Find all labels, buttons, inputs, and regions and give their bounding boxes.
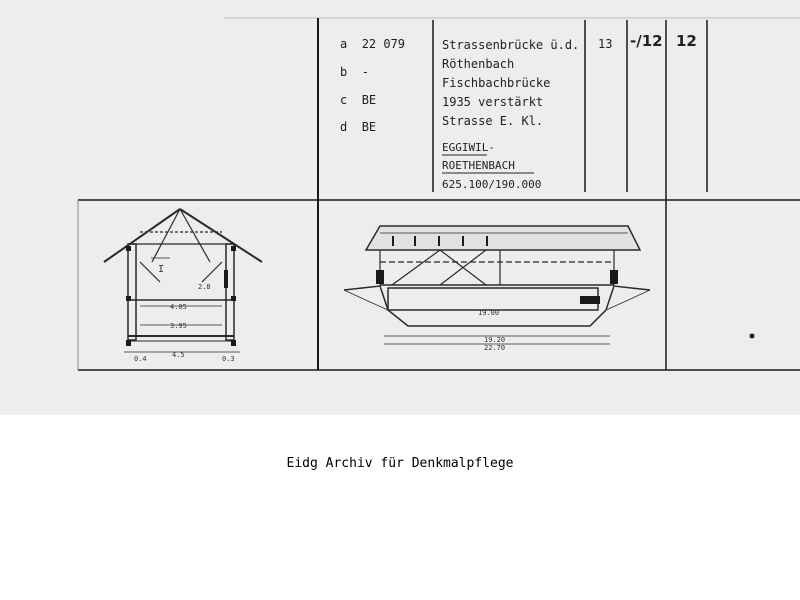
code-b: b - bbox=[340, 65, 369, 79]
dim-total-2: 22.70 bbox=[484, 344, 506, 352]
dim-width-bottom: 4.5 bbox=[172, 351, 185, 359]
dim-span: 19.00 bbox=[478, 309, 500, 317]
section-marker: I bbox=[158, 264, 165, 275]
location-line: ROETHENBACH bbox=[442, 159, 515, 172]
handwritten-value: 12 bbox=[676, 32, 697, 50]
dim-width-top: 4.05 bbox=[170, 303, 187, 311]
code-a: a 22 079 bbox=[340, 37, 406, 51]
code-c: c BE bbox=[340, 93, 377, 107]
card-number: 13 bbox=[598, 37, 613, 51]
dim-edge-left: 0.4 bbox=[134, 355, 147, 363]
code-d: d BE bbox=[340, 120, 377, 134]
dim-total-1: 19.20 bbox=[484, 336, 506, 344]
dim-width-inner: 3.95 bbox=[170, 322, 187, 330]
description-line: 1935 verstärkt bbox=[442, 95, 544, 109]
dim-edge-right: 0.3 bbox=[222, 355, 235, 363]
handwritten-value: -/12 bbox=[630, 32, 663, 50]
description-line: Röthenbach bbox=[442, 57, 515, 71]
description-line: Strassenbrücke ü.d. bbox=[442, 38, 580, 52]
location-line: EGGIWIL- bbox=[442, 141, 495, 154]
description-line: Fischbachbrücke bbox=[442, 76, 551, 90]
coordinates: 625.100/190.000 bbox=[442, 178, 542, 191]
archive-caption: Eidg Archiv für Denkmalpflege bbox=[286, 456, 514, 471]
description-line: Strasse E. Kl. bbox=[442, 114, 544, 128]
dim-height: 2.8 bbox=[198, 283, 211, 291]
